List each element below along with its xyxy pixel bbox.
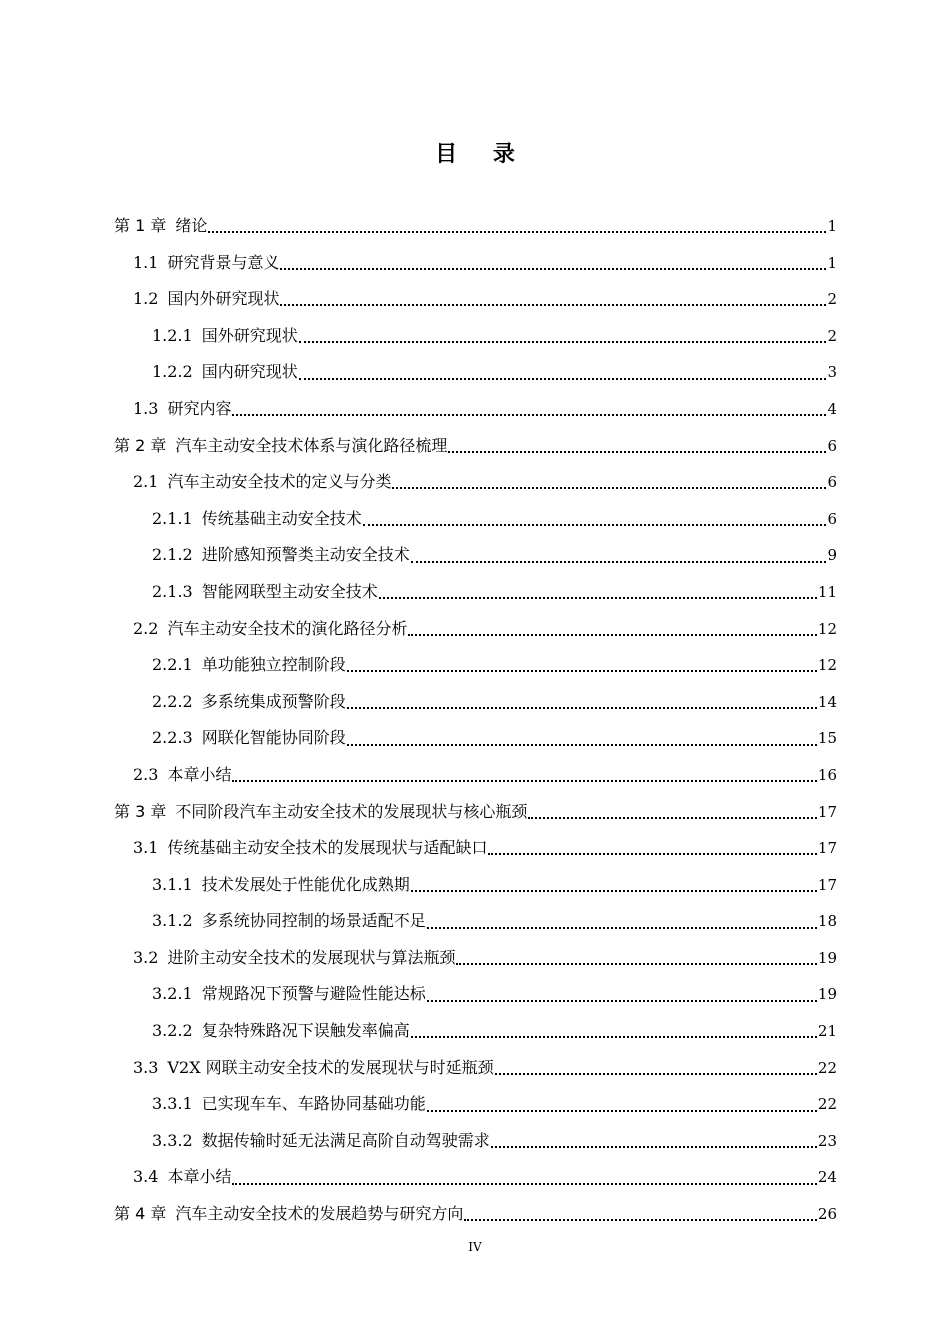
toc-entry-label: 进阶感知预警类主动安全技术	[201, 545, 410, 565]
toc-entry-label: 已实现车车、车路协同基础功能	[201, 1094, 426, 1114]
toc-dot-leader	[299, 378, 827, 380]
toc-entry[interactable]	[114, 1159, 837, 1196]
toc-entry-page: 14	[817, 692, 837, 711]
toc-entry[interactable]	[114, 574, 837, 611]
toc-entry-label: 国外研究现状	[201, 325, 298, 345]
toc-dot-leader	[411, 561, 827, 563]
toc-dot-leader	[363, 524, 827, 526]
toc-entry[interactable]	[114, 1123, 837, 1160]
toc-dot-leader	[448, 451, 826, 453]
toc-dot-leader	[280, 304, 826, 306]
toc-entry-label: 本章小结	[167, 1167, 232, 1187]
toc-entry-number: 2.1.3	[152, 581, 193, 601]
toc-entry[interactable]	[114, 611, 837, 648]
toc-entry-label: 网联化智能协同阶段	[201, 728, 346, 748]
toc-entry-page: 2	[827, 290, 837, 309]
toc-entry[interactable]	[114, 537, 837, 574]
toc-entry-page: 2	[827, 326, 837, 345]
toc-entry-page: 1	[827, 253, 837, 272]
toc-entry-label: 智能网联型主动安全技术	[201, 581, 378, 601]
toc-entry-page: 12	[817, 619, 837, 638]
toc-entry-number: 3.1.1	[152, 874, 193, 894]
toc-dot-leader	[280, 268, 826, 270]
toc-entry[interactable]	[114, 428, 837, 465]
toc-entry[interactable]	[114, 940, 837, 977]
toc-dot-leader	[464, 1219, 817, 1221]
toc-entry-number: 3.4	[133, 1167, 159, 1187]
toc-dot-leader	[232, 1183, 816, 1185]
toc-entry-page: 18	[817, 912, 837, 931]
toc-entry-page: 9	[827, 546, 837, 565]
toc-entry-page: 17	[817, 875, 837, 894]
toc-entry[interactable]	[114, 501, 837, 538]
toc-entry-number: 第 1 章	[114, 216, 167, 235]
toc-entry-label: 汽车主动安全技术体系与演化路径梳理	[175, 435, 448, 455]
toc-entry-page: 1	[827, 217, 837, 235]
toc-entry-number: 2.2.1	[152, 655, 193, 675]
toc-entry-number: 2.1.2	[152, 545, 193, 565]
toc-entry-label: 研究内容	[167, 398, 232, 418]
toc-entry-number: 3.3.2	[152, 1130, 193, 1150]
toc-entry[interactable]	[114, 830, 837, 867]
toc-entry[interactable]	[114, 281, 837, 318]
toc-entry[interactable]	[114, 1196, 837, 1233]
toc-entry-label: 单功能独立控制阶段	[201, 655, 346, 675]
toc-entry-number: 2.2	[133, 618, 159, 638]
toc-entry-label: 进阶主动安全技术的发展现状与算法瓶颈	[167, 947, 456, 967]
toc-dot-leader	[347, 707, 817, 709]
toc-entry[interactable]	[114, 354, 837, 391]
page-title: 目 录	[435, 141, 529, 167]
toc-entry-label: 不同阶段汽车主动安全技术的发展现状与核心瓶颈	[175, 801, 528, 821]
toc-entry-label: 常规路况下预警与避险性能达标	[201, 984, 426, 1004]
toc-entry[interactable]	[114, 867, 837, 904]
toc-entry-page: 21	[817, 1022, 837, 1041]
toc-entry-number: 2.2.2	[152, 691, 193, 711]
toc-dot-leader	[408, 634, 816, 636]
toc-entry-page: 19	[817, 985, 837, 1004]
toc-dot-leader	[347, 670, 817, 672]
toc-entry-label: 技术发展处于性能优化成熟期	[201, 874, 410, 894]
toc-entry-number: 3.2.2	[152, 1021, 193, 1041]
toc-dot-leader	[456, 963, 816, 965]
toc-dot-leader	[232, 780, 816, 782]
toc-dot-leader	[495, 1073, 817, 1075]
toc-entry-page: 16	[817, 765, 837, 784]
toc-entry-number: 3.3.1	[152, 1094, 193, 1114]
toc-entry-number: 2.1	[133, 472, 159, 492]
toc-entry-page: 22	[817, 1095, 837, 1114]
toc-entry-label: 传统基础主动安全技术	[201, 508, 362, 528]
toc-entry[interactable]	[114, 647, 837, 684]
toc-entry[interactable]	[114, 684, 837, 721]
toc-entry-label: 复杂特殊路况下误触发率偏高	[201, 1021, 410, 1041]
toc-entry-label: 汽车主动安全技术的发展趋势与研究方向	[175, 1204, 464, 1224]
toc-entry-number: 1.3	[133, 398, 159, 418]
toc-entry-label: 传统基础主动安全技术的发展现状与适配缺口	[167, 838, 488, 858]
toc-entry-label: 研究背景与意义	[167, 252, 280, 272]
toc-entry-page: 17	[817, 802, 837, 821]
toc-entry-page: 24	[817, 1168, 837, 1187]
toc-entry-label: 国内研究现状	[201, 362, 298, 382]
toc-entry-page: 12	[817, 656, 837, 675]
toc-entry[interactable]	[114, 1013, 837, 1050]
toc-entry-number: 1.2.1	[152, 325, 193, 345]
page-number-footer: IV	[468, 1240, 482, 1254]
toc-entry[interactable]	[114, 464, 837, 501]
toc-entry[interactable]	[114, 391, 837, 428]
toc-dot-leader	[392, 487, 826, 489]
toc-entry-page: 6	[827, 436, 837, 455]
toc-entry-number: 3.2	[133, 947, 159, 967]
toc-entry-number: 2.3	[133, 764, 159, 784]
toc-entry-number: 第 4 章	[114, 1204, 167, 1224]
toc-entry-number: 1.1	[133, 252, 159, 272]
toc-dot-leader	[491, 1146, 817, 1148]
toc-entry-number: 第 2 章	[114, 435, 167, 455]
toc-entry-label: 绪论	[175, 216, 208, 235]
toc-entry-page: 26	[817, 1205, 837, 1224]
toc-entry-label: 汽车主动安全技术的演化路径分析	[167, 618, 408, 638]
toc-entry-label: 本章小结	[167, 764, 232, 784]
toc-dot-leader	[488, 853, 816, 855]
toc-entry[interactable]	[114, 318, 837, 355]
toc-entry[interactable]	[114, 1050, 837, 1087]
toc-entry-label: 国内外研究现状	[167, 289, 280, 309]
toc-entry-number: 2.1.1	[152, 508, 193, 528]
toc-entry-number: 1.2	[133, 289, 159, 309]
toc-dot-leader	[299, 341, 827, 343]
toc-entry[interactable]	[114, 976, 837, 1013]
toc-entry-page: 22	[817, 1058, 837, 1077]
toc-entry[interactable]	[114, 903, 837, 940]
toc-dot-leader	[411, 890, 817, 892]
toc-entry[interactable]	[114, 794, 837, 831]
toc-entry-page: 4	[827, 399, 837, 418]
toc-entry-number: 1.2.2	[152, 362, 193, 382]
toc-entry-page: 15	[817, 729, 837, 748]
toc-entry-page: 17	[817, 839, 837, 858]
toc-entry-page: 6	[827, 509, 837, 528]
toc-entry[interactable]	[114, 757, 837, 794]
toc-entry-label: 多系统集成预警阶段	[201, 691, 346, 711]
toc-entry-page: 6	[827, 473, 837, 492]
toc-entry[interactable]	[114, 720, 837, 757]
toc-entry-label: 多系统协同控制的场景适配不足	[201, 911, 426, 931]
toc-dot-leader	[427, 1110, 817, 1112]
toc-entry-label: 数据传输时延无法满足高阶自动驾驶需求	[201, 1130, 490, 1150]
table-of-contents	[114, 208, 837, 1233]
toc-dot-leader	[232, 414, 826, 416]
toc-entry-page: 19	[817, 948, 837, 967]
toc-dot-leader	[347, 744, 817, 746]
toc-entry-number: 3.1	[133, 838, 159, 858]
toc-entry-number: 第 3 章	[114, 801, 167, 821]
toc-entry-number: 3.2.1	[152, 984, 193, 1004]
toc-entry-number: 3.1.2	[152, 911, 193, 931]
toc-entry-label: 汽车主动安全技术的定义与分类	[167, 472, 392, 492]
toc-entry-page: 3	[827, 363, 837, 382]
toc-entry-number: 2.2.3	[152, 728, 193, 748]
toc-dot-leader	[379, 597, 817, 599]
toc-dot-leader	[208, 231, 826, 233]
toc-entry[interactable]	[114, 1086, 837, 1123]
toc-entry-page: 11	[817, 582, 837, 601]
toc-entry[interactable]	[114, 245, 837, 282]
toc-dot-leader	[427, 927, 817, 929]
toc-entry[interactable]	[114, 208, 837, 245]
toc-dot-leader	[528, 817, 817, 819]
toc-entry-number: 3.3	[133, 1057, 159, 1077]
toc-entry-page: 23	[817, 1131, 837, 1150]
toc-dot-leader	[411, 1036, 817, 1038]
toc-entry-label: V2X 网联主动安全技术的发展现状与时延瓶颈	[167, 1057, 494, 1077]
toc-dot-leader	[427, 1000, 817, 1002]
